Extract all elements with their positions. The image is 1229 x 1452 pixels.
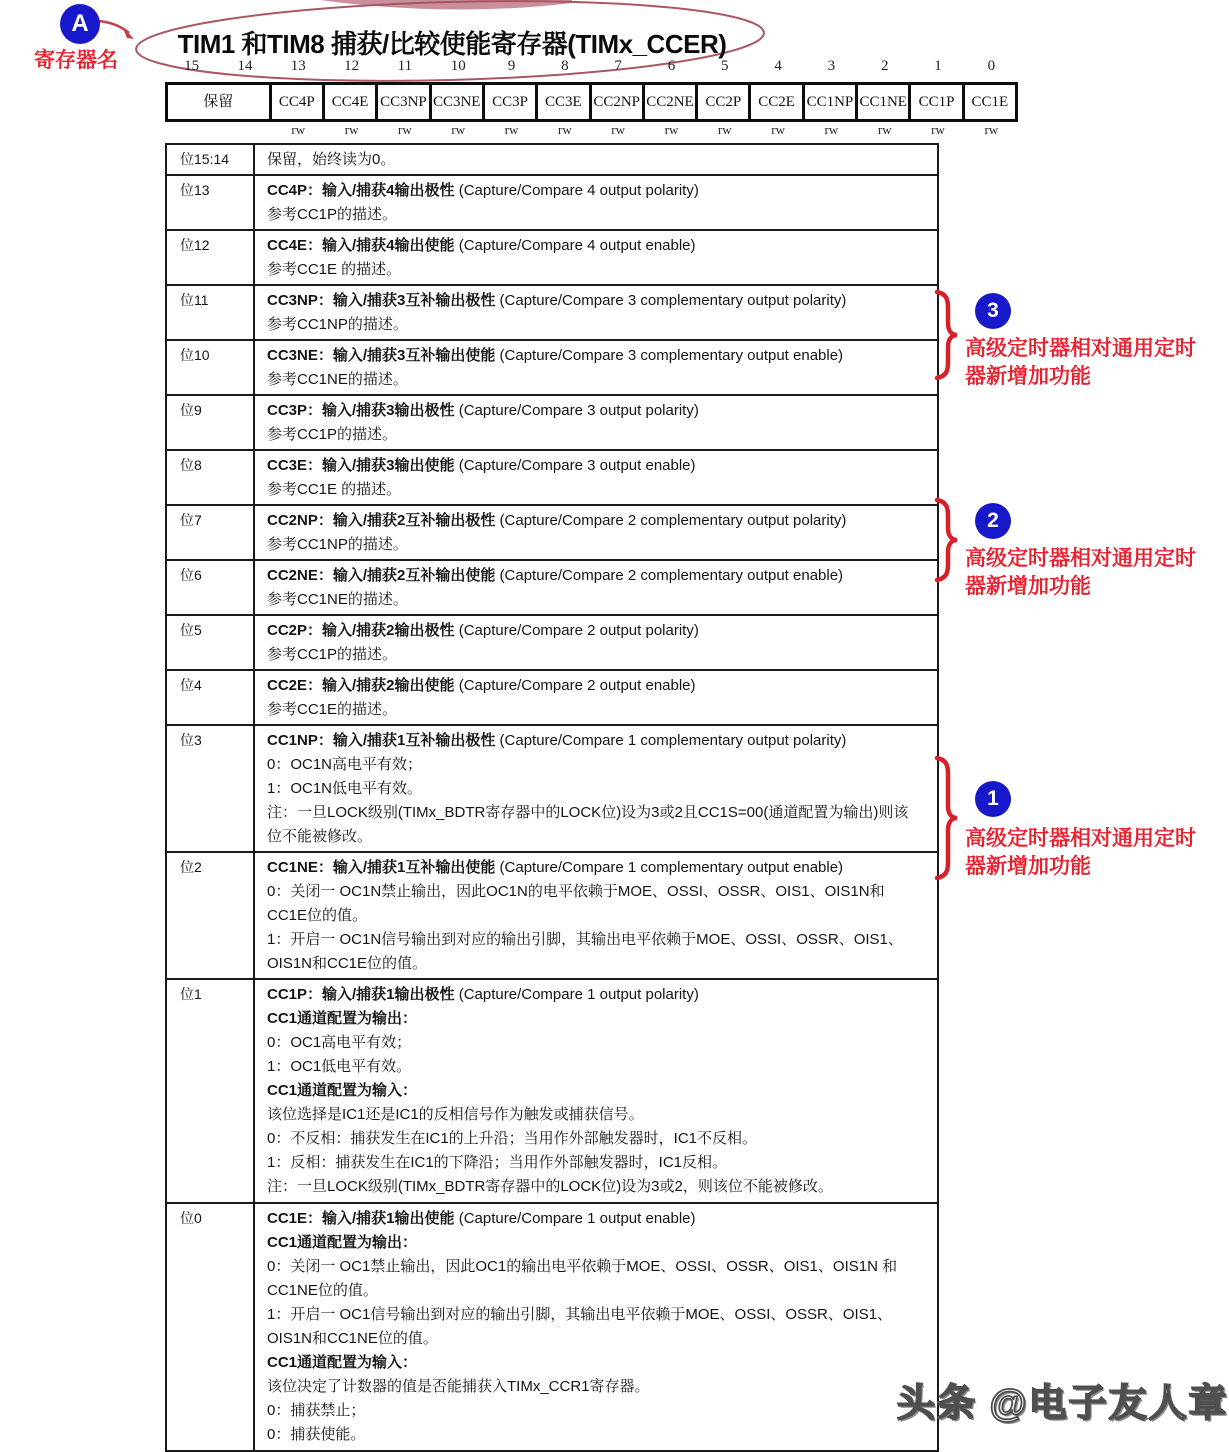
register-bit-cell: 保留 xyxy=(203,94,234,110)
bit-number: 0 xyxy=(987,58,996,74)
callout-number-badge: 2 xyxy=(975,503,1011,539)
description-line: 0：OC1高电平有效； xyxy=(267,1034,412,1051)
bit-label: 位1 xyxy=(167,980,255,1202)
access-label: rw xyxy=(344,122,359,137)
access-label: rw xyxy=(398,122,412,137)
access-label: rw xyxy=(824,122,839,137)
bit-label: 位0 xyxy=(167,1204,255,1450)
table-row xyxy=(167,231,937,286)
bit-description xyxy=(255,980,937,1202)
callout-group xyxy=(934,497,1196,598)
callout-text: 高级定时器相对通用定时器新增加功能 xyxy=(965,547,1196,598)
access-label: rw xyxy=(771,122,785,137)
table-row xyxy=(167,671,937,726)
description-line: 参考CC1P的描述。 xyxy=(267,646,398,663)
register-access-row xyxy=(165,122,1018,138)
bit-description xyxy=(255,341,937,394)
description-line: 注：一旦LOCK级别(TIMx_BDTR寄存器中的LOCK位)设为3或2，则该位不能被修改。 xyxy=(267,1178,833,1195)
description-line: CC3NP：输入/捕获3互补输出极性 (Capture/Compare 3 complementary output polarity) xyxy=(267,292,847,309)
brace-icon xyxy=(934,755,960,881)
access-label: rw xyxy=(877,122,892,137)
bit-description xyxy=(255,231,937,284)
bit-label: 位15:14 xyxy=(167,145,255,174)
access-label: rw xyxy=(717,122,732,137)
table-row xyxy=(167,451,937,506)
description-line: 1：开启一 OC1信号输出到对应的输出引脚，其输出电平依赖于MOE、OSSI、OSSR、OIS1、OIS1N和CC1NE位的值。 xyxy=(267,1306,893,1347)
description-line: 0：捕获禁止； xyxy=(267,1402,366,1419)
description-line: 参考CC1E的描述。 xyxy=(267,701,398,718)
page-edge-artifact xyxy=(320,0,572,9)
bit-description xyxy=(255,616,937,669)
description-line: CC1通道配置为输入： xyxy=(267,1354,418,1371)
annotation-a-badge: A xyxy=(60,4,100,44)
table-row xyxy=(167,853,937,980)
description-line: CC1NP：输入/捕获1互补输出极性 (Capture/Compare 1 complementary output polarity) xyxy=(267,732,847,749)
table-row xyxy=(167,176,937,231)
bit-description xyxy=(255,561,937,614)
table-row xyxy=(167,341,937,396)
bit-label: 位5 xyxy=(167,616,255,669)
register-bit-cell: CC3P xyxy=(482,85,535,119)
register-bit-table xyxy=(165,82,1018,122)
callout-text: 高级定时器相对通用定时器新增加功能 xyxy=(965,827,1196,878)
description-line: 保留，始终读为0。 xyxy=(267,151,396,168)
description-line: CC2NP：输入/捕获2互补输出极性 (Capture/Compare 2 complementary output polarity) xyxy=(267,512,847,529)
table-row xyxy=(167,980,937,1204)
table-row xyxy=(167,616,937,671)
description-line: CC1通道配置为输出： xyxy=(267,1234,418,1251)
table-row xyxy=(167,561,937,616)
table-row xyxy=(167,286,937,341)
bit-label: 位2 xyxy=(167,853,255,978)
bit-number: 4 xyxy=(774,58,782,74)
description-line: 注：一旦LOCK级别(TIMx_BDTR寄存器中的LOCK位)设为3或2且CC1S=00(通道配置为输出)则该位不能被修改。 xyxy=(267,804,909,845)
callout-number-badge: 3 xyxy=(975,293,1011,329)
access-label xyxy=(165,122,272,138)
access-label: rw xyxy=(931,122,945,137)
bit-label: 位8 xyxy=(167,451,255,504)
description-line: CC1NE：输入/捕获1互补输出使能 (Capture/Compare 1 complementary output enable) xyxy=(267,859,844,876)
register-bit-cell: CC3NP xyxy=(375,85,428,119)
description-line: 该位决定了计数器的值是否能捕获入TIMx_CCR1寄存器。 xyxy=(267,1378,650,1395)
access-label: rw xyxy=(504,122,519,137)
register-bit-cell: CC3E xyxy=(535,85,588,119)
bit-label: 位12 xyxy=(167,231,255,284)
brace-icon xyxy=(934,289,960,381)
bit-label: 位4 xyxy=(167,671,255,724)
access-label: rw xyxy=(557,122,572,137)
description-line: 0：捕获使能。 xyxy=(267,1426,366,1443)
description-line: CC2E：输入/捕获2输出使能 (Capture/Compare 2 output enable) xyxy=(267,677,696,694)
bit-label: 位6 xyxy=(167,561,255,614)
description-line: 参考CC1P的描述。 xyxy=(267,206,398,223)
bit-number: 13 xyxy=(290,58,306,74)
bit-number: 12 xyxy=(344,58,360,74)
bit-label: 位13 xyxy=(167,176,255,229)
register-bit-cell: CC1P xyxy=(908,85,961,119)
bit-description xyxy=(255,176,937,229)
bit-number: 14 xyxy=(237,58,253,74)
bit-number: 1 xyxy=(934,58,942,74)
bit-label: 位7 xyxy=(167,506,255,559)
annotation-arrowhead xyxy=(122,26,134,39)
table-row xyxy=(167,396,937,451)
bit-label: 位11 xyxy=(167,286,255,339)
bit-number: 2 xyxy=(880,58,889,74)
bit-number: 11 xyxy=(397,58,413,74)
description-line: CC3NE：输入/捕获3互补输出使能 (Capture/Compare 3 complementary output enable) xyxy=(267,347,844,364)
callout-group xyxy=(934,289,1196,388)
annotation-a-label: 寄存器名 xyxy=(34,49,118,72)
bit-label: 位3 xyxy=(167,726,255,851)
register-bit-cell: CC1E xyxy=(962,85,1015,119)
description-line: 1：开启一 OC1N信号输出到对应的输出引脚，其输出电平依赖于MOE、OSSI、OSSR、OIS1、OIS1N和CC1E位的值。 xyxy=(267,931,903,972)
bit-number: 15 xyxy=(184,58,200,74)
register-bit-cell: CC4P xyxy=(269,85,322,119)
table-row xyxy=(167,145,937,176)
bit-number: 8 xyxy=(561,58,569,74)
bit-description xyxy=(255,506,937,559)
bit-number: 5 xyxy=(721,58,729,74)
bit-description xyxy=(255,396,937,449)
description-line: CC3E：输入/捕获3输出使能 (Capture/Compare 3 output enable) xyxy=(267,457,696,474)
description-line: 0：关闭一 OC1禁止输出，因此OC1的输出电平依赖于MOE、OSSI、OSSR、OIS1、OIS1N 和CC1NE位的值。 xyxy=(267,1258,898,1299)
bit-number: 7 xyxy=(614,58,622,74)
description-line: 参考CC1NP的描述。 xyxy=(267,316,408,333)
bit-label: 位9 xyxy=(167,396,255,449)
page-title: TIM1 和TIM8 捕获/比较使能寄存器(TIMx_CCER) xyxy=(177,29,727,59)
description-line: 参考CC1E 的描述。 xyxy=(267,481,402,498)
access-label: rw xyxy=(984,122,999,137)
register-bit-cell: CC2E xyxy=(748,85,801,119)
description-line: CC2NE：输入/捕获2互补输出使能 (Capture/Compare 2 complementary output enable) xyxy=(267,567,844,584)
description-line: 该位选择是IC1还是IC1的反相信号作为触发或捕获信号。 xyxy=(267,1106,644,1123)
description-line: 参考CC1P的描述。 xyxy=(267,426,398,443)
bit-number: 3 xyxy=(827,58,836,74)
description-line: 参考CC1NE的描述。 xyxy=(267,591,408,608)
bit-label: 位10 xyxy=(167,341,255,394)
bit-description xyxy=(255,726,937,851)
bit-number: 10 xyxy=(450,58,466,74)
description-line: CC2P：输入/捕获2输出极性 (Capture/Compare 2 output polarity) xyxy=(267,622,699,639)
register-bit-cell: CC2P xyxy=(695,85,748,119)
access-label: rw xyxy=(664,122,679,137)
description-line: 参考CC1E 的描述。 xyxy=(267,261,402,278)
table-row xyxy=(167,1204,937,1450)
callout-text: 高级定时器相对通用定时器新增加功能 xyxy=(965,337,1196,388)
watermark: 头条 @电子友人章 xyxy=(897,1383,1229,1425)
bit-description xyxy=(255,1204,937,1450)
bit-description xyxy=(255,286,937,339)
callout-group xyxy=(934,755,1196,886)
description-line: 0：不反相：捕获发生在IC1的上升沿；当用作外部触发器时，IC1不反相。 xyxy=(267,1130,758,1147)
description-line: CC1通道配置为输入： xyxy=(267,1082,418,1099)
bit-number-row xyxy=(165,58,1018,75)
table-row xyxy=(167,726,937,853)
description-line: 参考CC1NE的描述。 xyxy=(267,371,408,388)
description-line: 0：OC1N高电平有效； xyxy=(267,756,423,773)
table-row xyxy=(167,506,937,561)
annotation-arrow xyxy=(97,21,129,33)
register-bit-cell: CC4E xyxy=(322,85,375,119)
bit-description xyxy=(255,671,937,724)
register-bit-cell: CC1NE xyxy=(855,85,908,119)
description-line: CC1通道配置为输出： xyxy=(267,1010,418,1027)
description-line: CC1P：输入/捕获1输出极性 (Capture/Compare 1 output polarity) xyxy=(267,986,699,1003)
description-line: 1：反相：捕获发生在IC1的下降沿；当用作外部触发器时，IC1反相。 xyxy=(267,1154,728,1171)
description-line: CC1E：输入/捕获1输出使能 (Capture/Compare 1 output enable) xyxy=(267,1210,696,1227)
register-bit-cell: CC3NE xyxy=(429,85,482,119)
register-bit-cell: CC2NE xyxy=(642,85,695,119)
access-label: rw xyxy=(611,122,626,137)
brace-icon xyxy=(934,497,960,583)
description-line: 1：OC1N低电平有效。 xyxy=(267,780,423,797)
register-bit-cell: CC1NP xyxy=(802,85,855,119)
description-line: 参考CC1NP的描述。 xyxy=(267,536,408,553)
bit-description xyxy=(255,853,937,978)
bit-number: 6 xyxy=(667,58,676,74)
description-line: CC3P：输入/捕获3输出极性 (Capture/Compare 3 output polarity) xyxy=(267,402,699,419)
bit-number: 9 xyxy=(507,58,516,74)
access-label: rw xyxy=(451,122,466,137)
bit-description xyxy=(255,451,937,504)
description-line: 1：OC1低电平有效。 xyxy=(267,1058,412,1075)
register-bit-cell: CC2NP xyxy=(589,85,642,119)
bit-description xyxy=(255,145,937,174)
bit-description-table xyxy=(165,143,939,1452)
description-line: CC4P：输入/捕获4输出极性 (Capture/Compare 4 output polarity) xyxy=(267,182,699,199)
description-line: CC4E：输入/捕获4输出使能 (Capture/Compare 4 output enable) xyxy=(267,237,696,254)
access-label: rw xyxy=(291,122,306,137)
description-line: 0：关闭一 OC1N禁止输出，因此OC1N的电平依赖于MOE、OSSI、OSSR、OIS1、OIS1N和CC1E位的值。 xyxy=(267,883,885,924)
callout-number-badge: 1 xyxy=(975,781,1011,817)
